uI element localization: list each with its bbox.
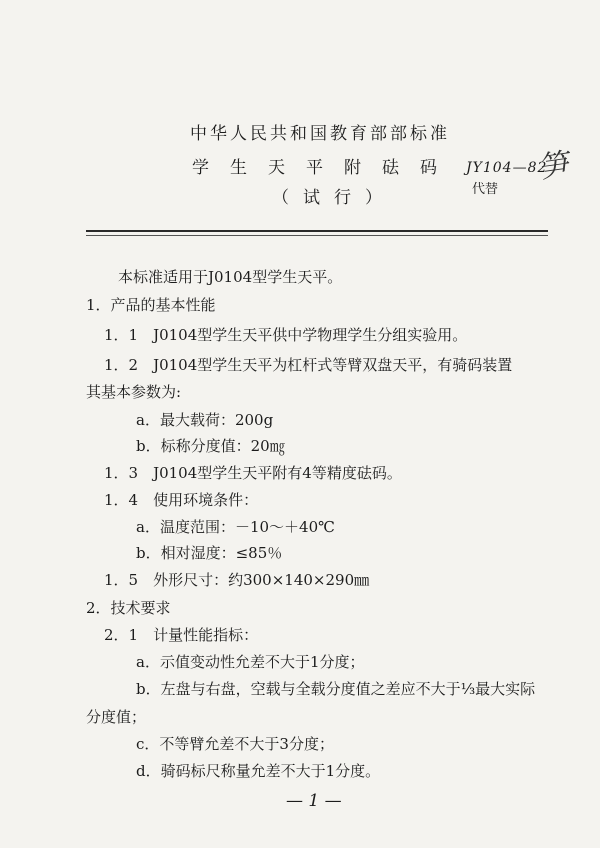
section-1-heading: 1．产品的基本性能 (86, 296, 216, 314)
issuing-authority: 中华人民共和国教育部部标准 (190, 124, 450, 144)
clause-1-2-b: b．标称分度值：20㎎ (136, 437, 285, 455)
clause-2-1-b: b．左盘与右盘，空载与全载分度值之差应不大于⅓最大实际 (136, 680, 536, 698)
clause-1-2-cont: 其基本参数为: (86, 383, 182, 401)
clause-1-3: 1．3 J0104型学生天平附有4等精度砝码。 (104, 464, 402, 482)
clause-2-1: 2．1 计量性能指标： (104, 626, 259, 644)
handwritten-signature: 笋 (535, 147, 571, 186)
clause-1-1: 1．1 J0104型学生天平供中学物理学生分组实验用。 (104, 326, 468, 344)
clause-1-4-a: a．温度范围：－10～＋40℃ (136, 518, 335, 536)
page-number: — 1 — (286, 791, 342, 811)
standard-number: JY104—82 (466, 160, 548, 176)
section-2-heading: 2．技术要求 (86, 599, 171, 617)
header-rule-thin (86, 235, 548, 236)
clause-2-1-d: d．骑码标尺称量允差不大于1分度。 (136, 762, 381, 780)
standard-title: 学生天平附砝码 (192, 158, 458, 178)
clause-2-1-c: c．不等臂允差不大于3分度； (136, 735, 334, 753)
clause-2-1-b-cont: 分度值； (86, 708, 147, 726)
clause-1-2-a: a．最大载荷：200g (136, 411, 274, 429)
clause-2-1-a: a．示值变动性允差不大于1分度； (136, 653, 365, 671)
trial-label: （试行） (272, 188, 396, 208)
replaces-label: 代替 (472, 182, 499, 197)
clause-1-5: 1．5 外形尺寸：约300×140×290㎜ (104, 571, 370, 589)
intro-paragraph: 本标准适用于J0104型学生天平。 (118, 268, 343, 286)
clause-1-2: 1．2 J0104型学生天平为杠杆式等臂双盘天平，有骑码装置 (104, 356, 513, 374)
clause-1-4-b: b．相对湿度：≤85％ (136, 544, 283, 562)
header-rule-thick (86, 230, 548, 232)
clause-1-4: 1．4 使用环境条件： (104, 491, 259, 509)
